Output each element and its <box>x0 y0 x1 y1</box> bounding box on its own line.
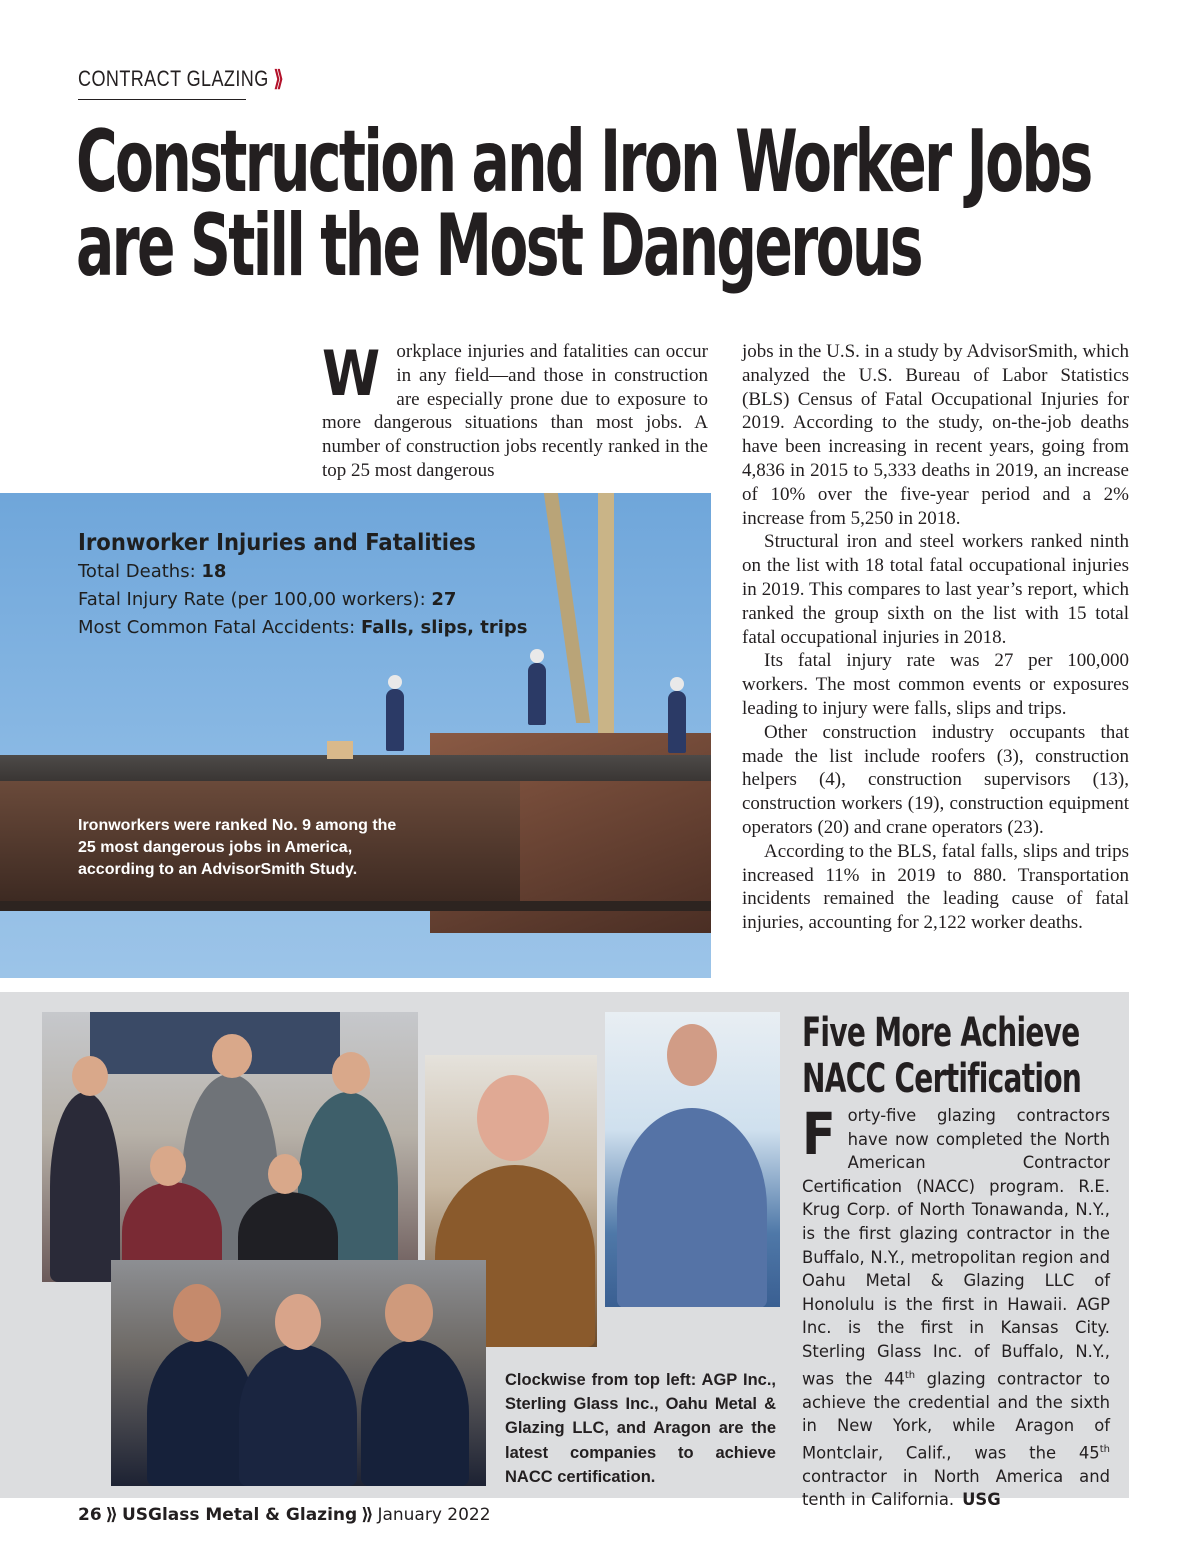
stat-total-deaths <box>78 558 678 586</box>
stat-common-accidents <box>78 614 678 642</box>
chevron-icon: ⟫ <box>273 66 285 91</box>
chevron-icon: ⟫ <box>361 1505 374 1525</box>
stats-heading: Ironworker Injuries and Fatalities <box>78 530 476 556</box>
sidebar-body <box>802 1100 1110 1512</box>
drop-cap: F <box>802 1100 836 1168</box>
person-head <box>275 1294 321 1350</box>
stat-label: Total Deaths: <box>78 561 202 582</box>
stat-label: Most Common Fatal Accidents: <box>78 617 361 638</box>
title-line-2: are Still the Most Dangerous <box>76 196 921 296</box>
person-head <box>173 1284 221 1342</box>
chevron-icon: ⟫ <box>105 1505 118 1525</box>
stat-value: 18 <box>201 561 227 582</box>
kicker-rule <box>78 99 246 100</box>
stat-value: Falls, slips, trips <box>360 617 528 638</box>
page-footer <box>78 1505 491 1525</box>
photos-caption: Clockwise from top left: AGP Inc., Sterling Glass Inc., Oahu Metal & Glazing LLC, and Aragon are the latest companies to achieve NACC certification. <box>505 1371 776 1486</box>
agp-team-photo <box>42 1012 418 1282</box>
title-line-1: Construction and Iron Worker Jobs <box>76 112 1091 212</box>
person-head <box>385 1284 433 1342</box>
steel-beam <box>0 901 711 911</box>
publication-name: USGlass Metal & Glazing <box>121 1505 358 1525</box>
aragon-team-photo <box>111 1260 486 1486</box>
section-kicker <box>78 66 284 92</box>
ordinal-suffix: th <box>1099 1443 1110 1455</box>
person-head <box>477 1075 549 1161</box>
sidebar-heading-line-1: Five More Achieve <box>802 1010 1080 1056</box>
person-head <box>72 1056 108 1096</box>
ordinal-suffix: th <box>904 1369 916 1381</box>
steel-beam <box>0 755 711 781</box>
person-figure <box>617 1108 767 1307</box>
person-figure <box>239 1344 357 1486</box>
issue-date: January 2022 <box>377 1505 491 1525</box>
sidebar-heading <box>802 1010 1082 1102</box>
article-title <box>76 112 1091 296</box>
person-head <box>212 1034 252 1078</box>
person-head <box>268 1154 302 1194</box>
worker-figure <box>386 689 404 751</box>
body-paragraph: jobs in the U.S. in a study by AdvisorSmith, which analyzed the U.S. Bureau of Labor Statistics (BLS) Census of Fatal Occupational Injuries for 2019. According to the study, on-the-job deaths have been increasing in recent years, going from 4,836 in 2015 to 5,333 deaths in 2019, an increase of 10% over the five-year period and a 2% increase from 5,250 in 2018. <box>742 341 1129 529</box>
page-number: 26 <box>78 1505 102 1525</box>
sidebar-heading-line-2: NACC Certification <box>802 1056 1082 1102</box>
person-figure <box>50 1092 120 1282</box>
end-mark: USG <box>962 1490 1001 1510</box>
sidebar-text: glazing contractor to achieve the credential and the sixth in New York, while Aragon of Montclair, Calif., was the 45 <box>802 1369 1110 1463</box>
intro-text: orkplace injuries and fatalities can occur in any field—and those in construction are especially prone due to exposure to more dangerous situations than most jobs. A number of construction jobs recently ranked in the top 25 most dangerous <box>322 341 708 481</box>
stat-label: Fatal Injury Rate (per 100,00 workers): <box>78 589 432 610</box>
body-paragraph: Structural iron and steel workers ranked ninth on the list with 18 total fatal occupational injuries in 2019. This compares to last year’s report, which ranked the group sixth on the list with 15 total fatal occupational injuries in 2018. <box>742 531 1129 648</box>
article-column-2 <box>742 340 1129 935</box>
worker-figure <box>528 663 546 725</box>
intro-paragraph <box>322 337 708 483</box>
body-paragraph: According to the BLS, fatal falls, slips and trips increased 11% in 2019 to 880. Transportation incidents remained the leading cause of fatal injuries, accounting for 2,122 worker deaths. <box>742 840 1129 934</box>
stat-value: 27 <box>431 589 457 610</box>
ironworker-stats-box <box>78 528 678 642</box>
person-figure <box>361 1340 469 1486</box>
body-paragraph: Other construction industry occupants that made the list include roofers (3), construction helpers (4), construction supervisors (13), construction workers (19), construction equipment operators (20) and crane operators (23). <box>742 721 1129 838</box>
person-head <box>667 1024 717 1086</box>
worker-figure <box>668 691 686 753</box>
stat-fatal-injury-rate <box>78 586 678 614</box>
person-head <box>150 1146 186 1186</box>
body-paragraph: Its fatal injury rate was 27 per 100,000 workers. The most common events or exposures leading to injury were falls, slips and trips. <box>742 650 1129 719</box>
oahu-metal-photo <box>605 1012 780 1307</box>
section-label: CONTRACT GLAZING <box>78 66 269 91</box>
photo-caption: Ironworkers were ranked No. 9 among the 25 most dangerous jobs in America, according to an AdvisorSmith Study. <box>78 817 397 878</box>
drop-cap: W <box>322 337 381 410</box>
sidebar-text: orty-five glazing contractors have now completed the North American Contractor Certification (NACC) program. R.E. Krug Corp. of North Tonawanda, N.Y., is the first glazing contractor in the Buffalo, N.Y., metropolitan region and Oahu Metal & Glazing LLC of Honolulu is the first in Hawaii. AGP Inc. is the first in Kansas City. Sterling Glass Inc. of Buffalo, N.Y., was the 44 <box>802 1106 1110 1388</box>
person-head <box>332 1052 370 1094</box>
sidebar-text: contractor in North America and tenth in California. <box>802 1466 1110 1510</box>
crate <box>327 741 353 759</box>
